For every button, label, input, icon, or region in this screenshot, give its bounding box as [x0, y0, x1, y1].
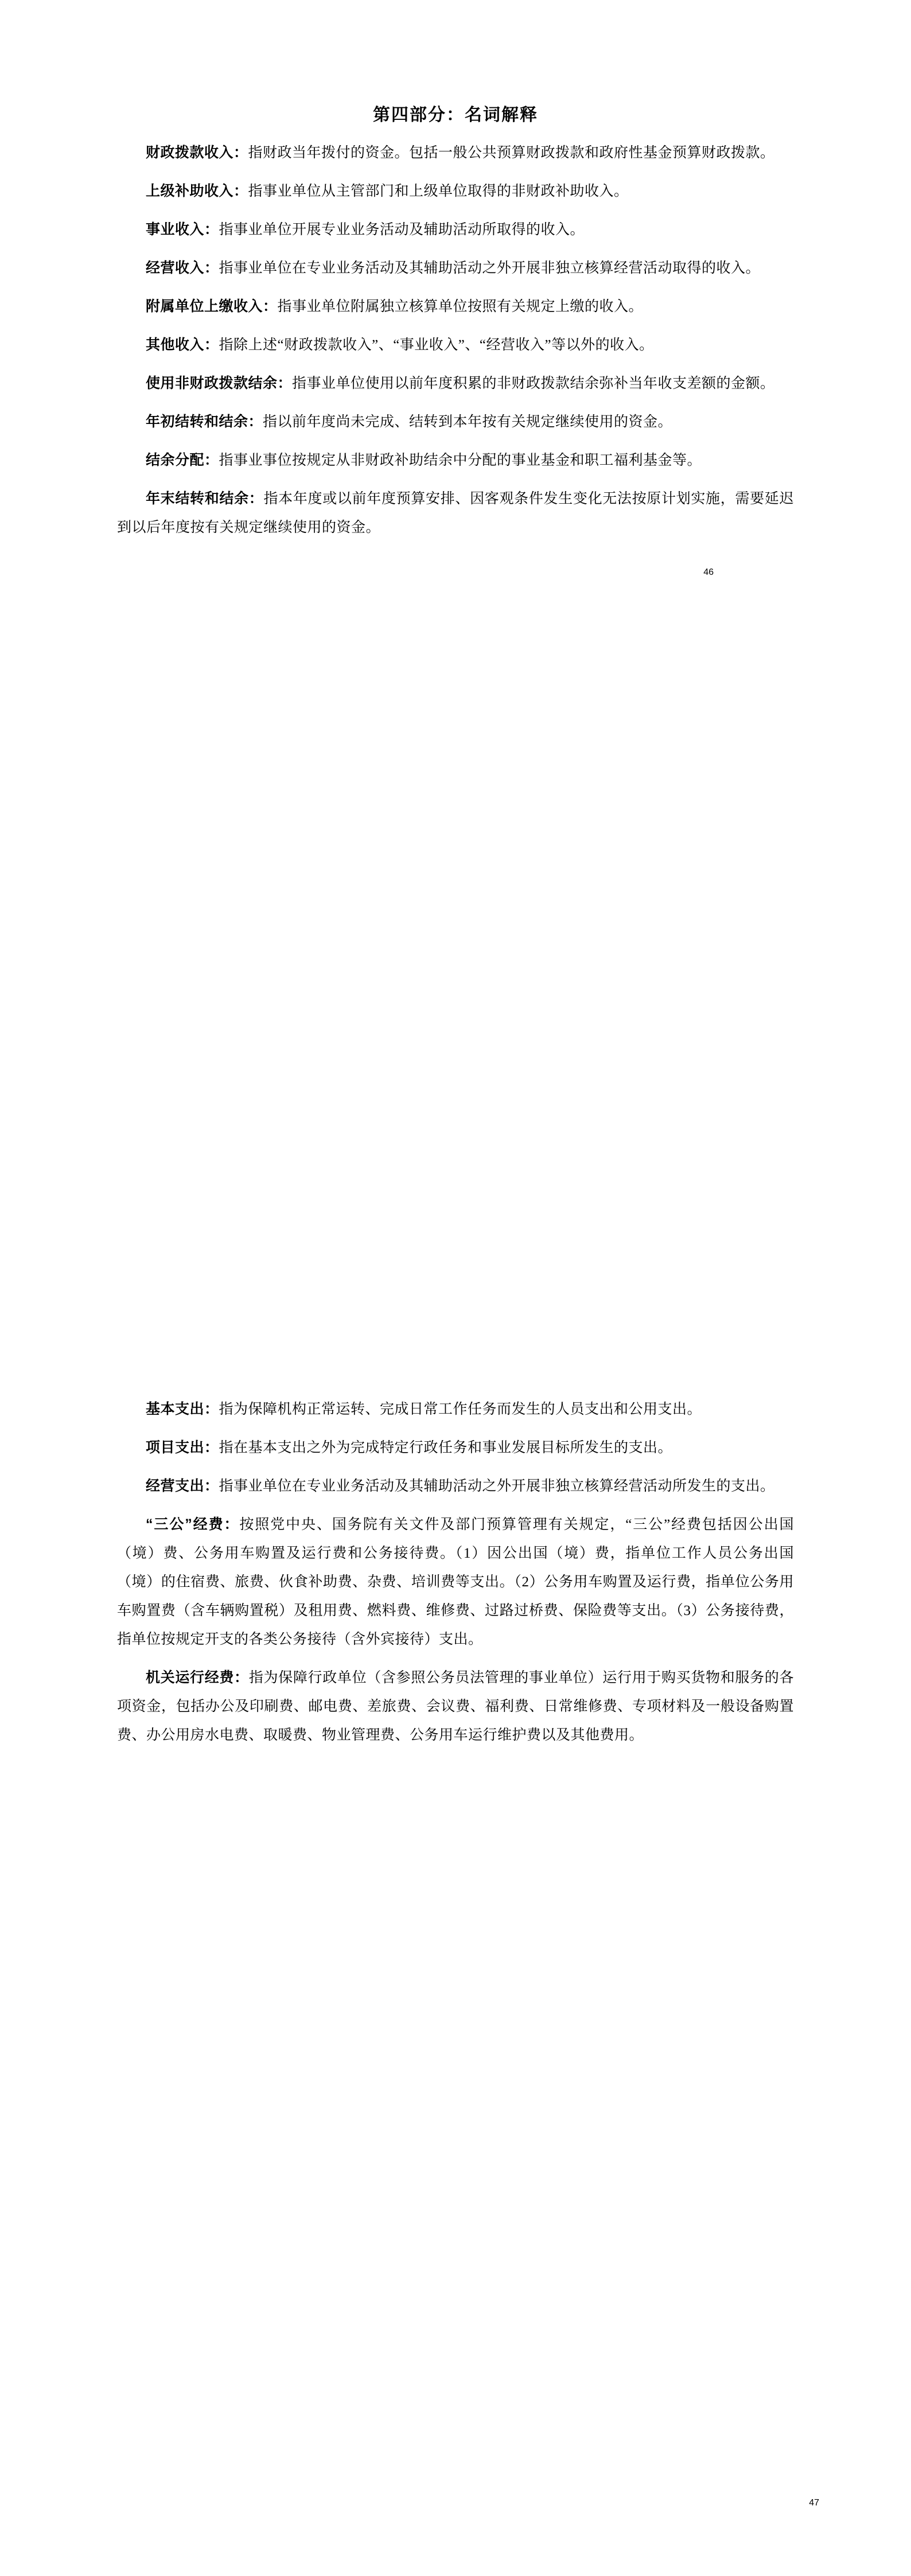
- definition-term: 附属单位上缴收入：: [146, 298, 278, 314]
- definition-term: 项目支出：: [146, 1439, 219, 1456]
- definition-term: 年末结转和结余：: [146, 491, 264, 507]
- definition-term: 经营收入：: [146, 260, 219, 276]
- definition-text: 按照党中央、国务院有关文件及部门预算管理有关规定，“三公”经费包括因公出国（境）费、公务用车购置及运行费和公务接待费。（1）因公出国（境）费，指单位工作人员公务出国（境）的住宿费、旅费、伙食补助费、杂费、培训费等支出。（2）公务用车购置及运行费，指单位公务用车购置费（含车辆购置税）及租用费、燃料费、维修费、过路过桥费、保险费等支出。（3）公务接待费，指单位按规定开支的各类公务接待（含外宾接待）支出。: [117, 1517, 794, 1647]
- definition-term: 事业收入：: [146, 221, 219, 238]
- definition-paragraph: [117, 369, 794, 398]
- definition-text: 指事业单位附属独立核算单位按照有关规定上缴的收入。: [277, 299, 644, 314]
- definition-paragraph: [117, 292, 794, 321]
- page-title: 第四部分：名词解释: [373, 106, 538, 124]
- page-46-content: [117, 0, 794, 578]
- definition-paragraph: [117, 1395, 794, 1424]
- definition-term: “三公”经费：: [146, 1516, 240, 1532]
- definition-text: 指以前年度尚未完成、结转到本年按有关规定继续使用的资金。: [263, 414, 673, 430]
- definition-paragraph: [117, 446, 794, 475]
- definition-term: 年初结转和结余：: [146, 414, 263, 430]
- document-page-47: [0, 1288, 911, 2576]
- definition-paragraph: [117, 1433, 794, 1462]
- definition-paragraph: [117, 1472, 794, 1501]
- definition-paragraph: [117, 138, 794, 168]
- definition-text: 指除上述“财政拨款收入”、“事业收入”、“经营收入”等以外的收入。: [219, 337, 654, 353]
- definition-text: 指事业单位使用以前年度积累的非财政拨款结余弥补当年收支差额的金额。: [292, 376, 775, 391]
- definition-text: 指事业单位从主管部门和上级单位取得的非财政补助收入。: [248, 184, 629, 199]
- definition-text: 指在基本支出之外为完成特定行政任务和事业发展目标所发生的支出。: [219, 1440, 673, 1456]
- definition-term: 上级补助收入：: [146, 183, 248, 199]
- definition-term: 使用非财政拨款结余：: [146, 375, 293, 391]
- definition-term: 结余分配：: [146, 452, 219, 468]
- page-number: 47: [809, 2498, 819, 2508]
- definition-text: 指财政当年拨付的资金。包括一般公共预算财政拨款和政府性基金预算财政拨款。: [248, 145, 775, 161]
- definition-paragraph: [117, 177, 794, 206]
- definition-text: 指事业事位按规定从非财政补助结余中分配的事业基金和职工福利基金等。: [219, 453, 702, 468]
- definition-text: 指事业单位在专业业务活动及其辅助活动之外开展非独立核算经营活动所发生的支出。: [219, 1478, 775, 1494]
- definition-paragraph: [117, 407, 794, 437]
- definition-paragraph: [117, 1510, 794, 1654]
- definition-paragraph: [117, 1663, 794, 1750]
- definition-text: 指事业单位开展专业业务活动及辅助活动所取得的收入。: [219, 222, 585, 238]
- definition-text: 指为保障机构正常运转、完成日常工作任务而发生的人员支出和公用支出。: [219, 1402, 702, 1417]
- definition-paragraph: [117, 215, 794, 244]
- definition-text: 指事业单位在专业业务活动及其辅助活动之外开展非独立核算经营活动取得的收入。: [219, 260, 761, 276]
- definition-paragraph: [117, 254, 794, 283]
- definition-text: 指为保障行政单位（含参照公务员法管理的事业单位）运行用于购买货物和服务的各项资金，包括办公及印刷费、邮电费、差旅费、会议费、福利费、日常维修费、专项材料及一般设备购置费、办公用房水电费、取暖费、物业管理费、公务用车运行维护费以及其他费用。: [117, 1670, 794, 1743]
- definition-paragraph: [117, 484, 794, 542]
- definition-term: 其他收入：: [146, 337, 219, 353]
- definition-term: 机关运行经费：: [146, 1670, 249, 1686]
- definition-text: 指本年度或以前年度预算安排、因客观条件发生变化无法按原计划实施，需要延迟到以后年度按有关规定继续使用的资金。: [117, 491, 794, 535]
- page-47-content: [117, 1288, 794, 1750]
- definition-paragraph: [117, 330, 794, 360]
- page-number: 46: [703, 567, 714, 577]
- definition-term: 基本支出：: [146, 1401, 219, 1417]
- definition-term: 经营支出：: [146, 1478, 219, 1494]
- definition-term: 财政拨款收入：: [146, 145, 248, 161]
